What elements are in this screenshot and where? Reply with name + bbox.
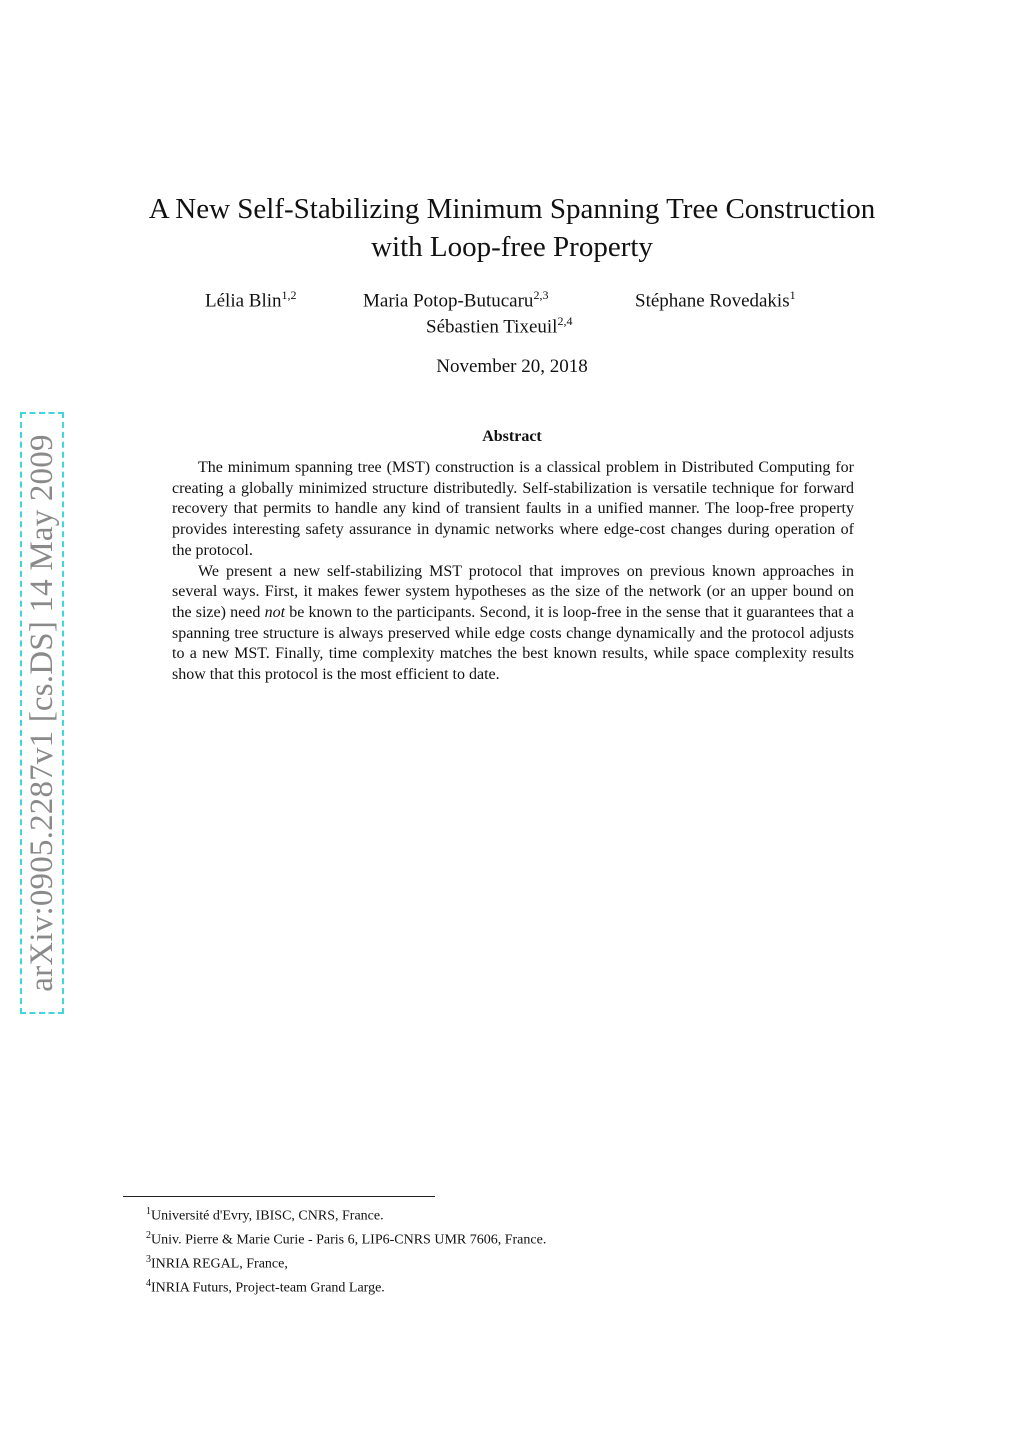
author-name: Sébastien Tixeuil — [426, 316, 558, 338]
author-name: Stéphane Rovedakis — [635, 290, 790, 312]
paper-date: November 20, 2018 — [436, 356, 588, 377]
abstract-paragraph-2 — [172, 562, 854, 686]
title-line-2: with Loop-free Property — [371, 231, 653, 263]
abstract-p2-start: We present a new self-stabilizing MST protocol that improves on previous known approaches in several ways. First, it makes fewer system hypotheses as the size of the network (or an upper bound on the size) need — [172, 562, 854, 621]
author-affiliation: 2,3 — [533, 288, 549, 302]
footnote-text: INRIA REGAL, France, — [151, 1256, 288, 1272]
abstract-heading: Abstract — [482, 428, 542, 445]
footnote-divider — [123, 1196, 435, 1197]
author-2 — [363, 288, 548, 312]
footnote-text: Université d'Evry, IBISC, CNRS, France. — [151, 1208, 384, 1224]
paper-title — [120, 190, 904, 266]
footnote-mark: 2 — [146, 1230, 151, 1242]
author-name: Maria Potop-Butucaru — [363, 290, 534, 312]
author-4 — [426, 314, 572, 338]
footnote-mark: 3 — [146, 1254, 151, 1266]
author-affiliation: 1 — [789, 288, 796, 302]
abstract-p2-end: be known to the participants. Second, it is loop-free in the sense that it guarantees that a spanning tree structure is always preserved while edge costs change dynamically and the protocol adjusts to a new MST. Finally, time complexity matches the best known results, while space complexity results show that this protocol is the most efficient to date. — [172, 603, 855, 684]
author-name: Lélia Blin — [205, 290, 282, 312]
abstract-paragraph-1: The minimum spanning tree (MST) construction is a classical problem in Distributed Computing for creating a globally minimized structure distributedly. Self-stabilization is versatile technique for forward recovery that permits to handle any kind of transient faults in a unified manner. The loop-free property provides interesting safety assurance in dynamic networks where edge-cost changes during operation of the protocol. — [172, 459, 854, 559]
footnote-3 — [146, 1250, 846, 1274]
author-list — [0, 288, 1024, 338]
footnote-mark: 1 — [146, 1206, 151, 1217]
footnote-4 — [146, 1274, 846, 1298]
abstract-body — [172, 458, 854, 686]
author-affiliation: 2,4 — [557, 314, 573, 328]
footnote-text: Univ. Pierre & Marie Curie - Paris 6, LIP6-CNRS UMR 7606, France. — [151, 1232, 547, 1248]
title-line-1: A New Self-Stabilizing Minimum Spanning Tree Construction — [148, 193, 876, 225]
author-3 — [635, 288, 796, 312]
footnote-2 — [146, 1226, 846, 1250]
abstract-p2-emphasis: not — [264, 603, 286, 621]
footnote-1 — [146, 1202, 846, 1226]
arxiv-stamp: arXiv:0905.2287v1 [cs.DS] 14 May 2009 — [24, 434, 60, 992]
footnote-text: INRIA Futurs, Project-team Grand Large. — [151, 1281, 385, 1297]
footnote-mark: 4 — [146, 1278, 151, 1290]
footnotes — [146, 1202, 846, 1299]
author-affiliation: 1,2 — [281, 288, 297, 302]
author-1 — [205, 288, 297, 312]
